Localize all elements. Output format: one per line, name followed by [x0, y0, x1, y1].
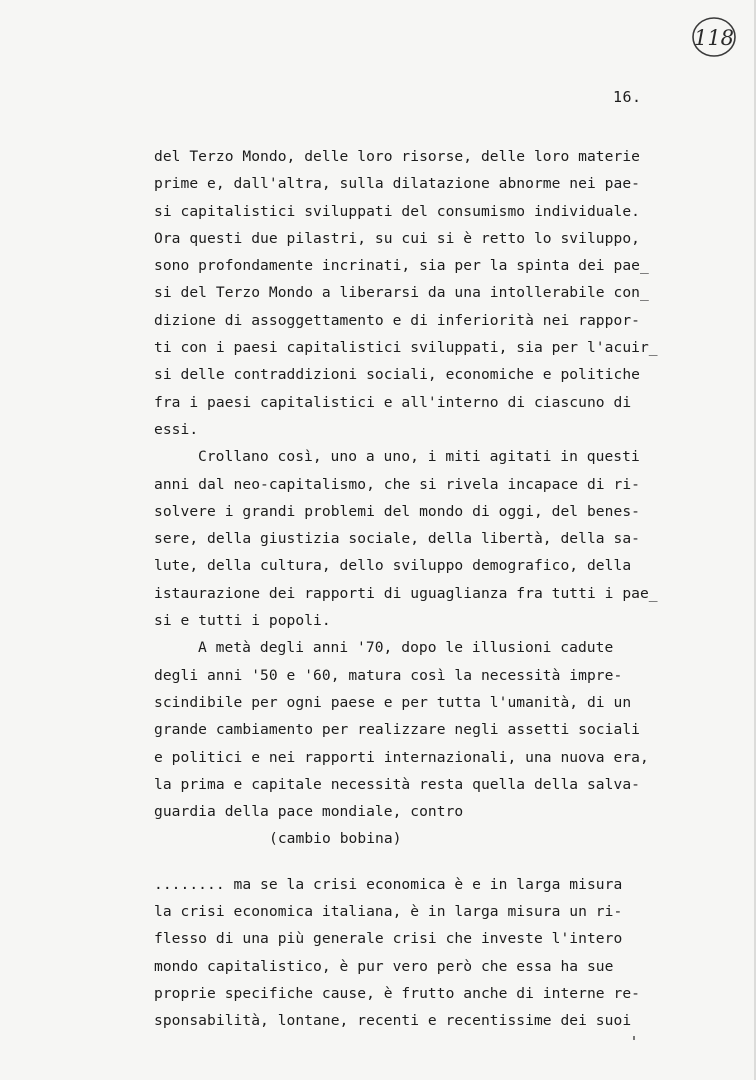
page-number: 16.: [613, 88, 642, 106]
text-line: dizione di assoggettamento e di inferiorità nei rappor-: [154, 311, 640, 329]
text-line: proprie specifiche cause, è frutto anche di interne re-: [154, 984, 640, 1002]
text-line: sono profondamente incrinati, sia per la spinta dei pae̲: [154, 257, 649, 275]
tape-change-note: (cambio bobina): [269, 830, 402, 848]
text-line: Crollano così, uno a uno, i miti agitati in questi: [198, 448, 640, 466]
text-line: la crisi economica italiana, è in larga misura un ri-: [154, 903, 623, 921]
text-line: fra i paesi capitalistici e all'interno di ciascuno di: [154, 393, 632, 411]
text-line: istaurazione dei rapporti di uguaglianza fra tutti i pae̲: [154, 584, 658, 602]
text-line: si delle contraddizioni sociali, economiche e politiche: [154, 366, 640, 384]
text-line: del Terzo Mondo, delle loro risorse, delle loro materie: [154, 148, 640, 165]
paragraph-4: [154, 871, 674, 1035]
paper-speck: [633, 1036, 635, 1040]
text-line: prime e, dall'altra, sulla dilatazione abnorme nei pae-: [154, 175, 640, 193]
text-line: scindibile per ogni paese e per tutta l'umanità, di un: [154, 693, 632, 711]
text-line: la prima e capitale necessità resta quella della salva-: [154, 775, 640, 793]
section-gap: [154, 853, 674, 871]
text-line: mondo capitalistico, è pur vero però che essa ha sue: [154, 957, 614, 975]
text-line: si e tutti i popoli.: [154, 612, 331, 630]
archive-stamp-graphic: [690, 14, 738, 60]
text-line: sere, della giustizia sociale, della libertà, della sa-: [154, 530, 640, 548]
text-line: lute, della cultura, dello sviluppo demografico, della: [154, 557, 632, 575]
text-line: anni dal neo-capitalismo, che si rivela incapace di ri-: [154, 475, 640, 493]
text-line: solvere i grandi problemi del mondo di oggi, del benes-: [154, 502, 640, 520]
text-line: A metà degli anni '70, dopo le illusioni cadute: [198, 639, 614, 657]
text-line: flesso di una più generale crisi che investe l'intero: [154, 930, 623, 948]
text-line: degli anni '50 e '60, matura così la necessità impre-: [154, 666, 623, 684]
text-line: si del Terzo Mondo a liberarsi da una intollerabile con̲: [154, 284, 649, 302]
typewritten-text: [154, 143, 674, 1035]
text-line: sponsabilità, lontane, recenti e recentissime dei suoi: [154, 1012, 632, 1030]
text-line: Ora questi due pilastri, su cui si è retto lo sviluppo,: [154, 229, 640, 247]
text-line: ti con i paesi capitalistici sviluppati, sia per l'acuir̲: [154, 339, 658, 357]
archive-stamp: [690, 14, 738, 60]
text-line: e politici e nei rapporti internazionali, una nuova era,: [154, 748, 649, 766]
archive-stamp-text: 118: [693, 26, 735, 50]
text-line: ........ ma se la crisi economica è e in larga misura: [154, 875, 623, 893]
text-line: guardia della pace mondiale, contro: [154, 803, 464, 821]
paragraph-3: [154, 634, 674, 825]
text-line: si capitalistici sviluppati del consumismo individuale.: [154, 202, 640, 220]
text-line: essi.: [154, 420, 199, 438]
paragraph-2: [154, 443, 674, 634]
paragraph-1: [154, 143, 674, 443]
text-line: grande cambiamento per realizzare negli assetti sociali: [154, 721, 640, 739]
